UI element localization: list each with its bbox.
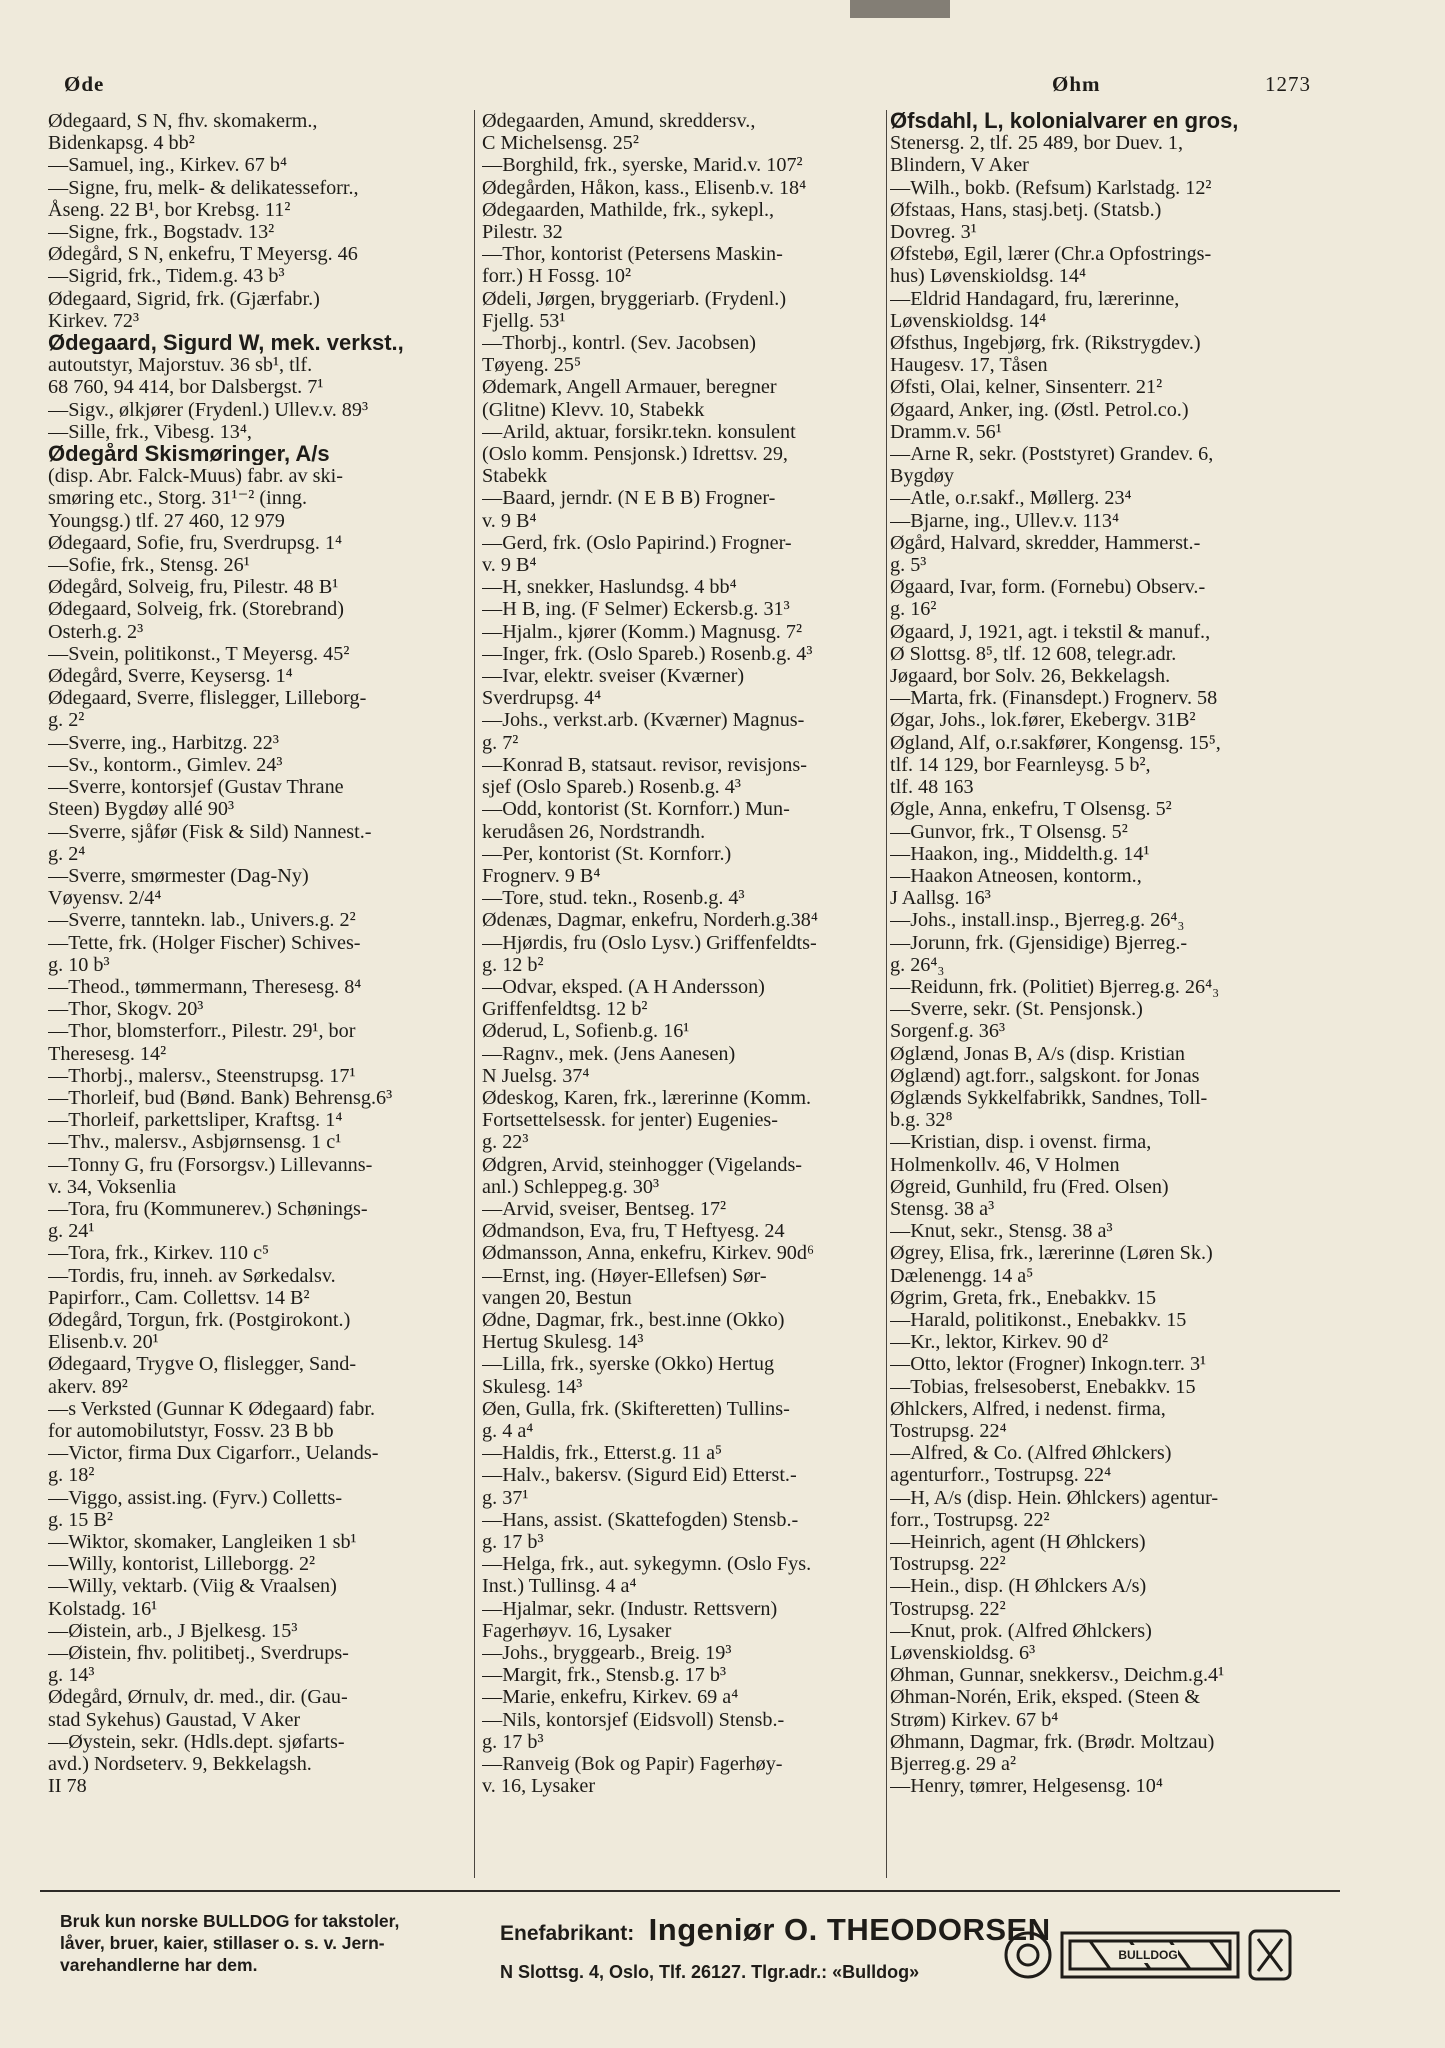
directory-line: hus) Løvenskioldsg. 14⁴ (890, 265, 1087, 288)
directory-line: Dælenengg. 14 a⁵ (890, 1264, 1034, 1287)
directory-line: Kirkev. 72³ (48, 309, 140, 332)
directory-line: Løvenskioldsg. 14⁴ (890, 309, 1047, 332)
directory-line: Løvenskioldsg. 6³ (890, 1642, 1036, 1665)
directory-line: —Tonny G, fru (Forsorgsv.) Lillevanns- (48, 1153, 373, 1176)
directory-line: g. 37¹ (482, 1486, 529, 1509)
directory-line: g. 4 a⁴ (482, 1419, 534, 1442)
directory-line: —Sverre, sjåfør (Fisk & Sild) Nannest.- (48, 820, 372, 843)
directory-line: Ødgren, Arvid, steinhogger (Vigelands- (482, 1153, 803, 1176)
directory-line: —Thorbj., kontrl. (Sev. Jacobsen) (482, 332, 756, 355)
directory-line: Bjerreg.g. 29 a² (890, 1753, 1017, 1776)
directory-line: C Michelsensg. 25² (482, 132, 639, 155)
directory-line: Stensg. 38 a³ (890, 1197, 995, 1220)
directory-line: g. 5³ (890, 554, 927, 577)
directory-line: v. 34, Voksenlia (48, 1175, 177, 1198)
directory-line: —Øistein, fhv. politibetj., Sverdrups- (48, 1642, 349, 1665)
directory-line: —Sverre, tanntekn. lab., Univers.g. 2² (48, 909, 356, 932)
directory-line: Stabekk (482, 465, 548, 488)
directory-line: —Atle, o.r.sakf., Møllerg. 23⁴ (890, 487, 1132, 510)
directory-line: g. 15 B² (48, 1508, 113, 1531)
directory-line: Vøyensv. 2/4⁴ (48, 887, 162, 910)
directory-line: Øgle, Anna, enkefru, T Olsensg. 5² (890, 798, 1172, 821)
directory-line: g. 17 b³ (482, 1730, 544, 1753)
directory-line: —Sverre, sekr. (St. Pensjonsk.) (890, 998, 1143, 1021)
directory-line: tlf. 48 163 (890, 776, 974, 799)
directory-line: g. 24¹ (48, 1220, 95, 1243)
page-number: 1273 (1265, 72, 1311, 96)
directory-line: b.g. 32⁸ (890, 1109, 953, 1132)
directory-line: —Heinrich, agent (H Øhlckers) (890, 1531, 1146, 1553)
directory-line: g. 10 b³ (48, 953, 110, 976)
directory-line: —Arvid, sveiser, Bentseg. 17² (482, 1197, 727, 1220)
directory-line: Ødeskog, Karen, frk., lærerinne (Komm. (482, 1086, 812, 1109)
directory-line: —Øistein, arb., J Bjelkesg. 15³ (48, 1619, 298, 1642)
directory-line: g. 12 b² (482, 953, 544, 976)
directory-line: Tostrupsg. 22⁴ (890, 1419, 1007, 1442)
directory-line: Fortsettelsessk. for jenter) Eugenies- (482, 1109, 779, 1132)
directory-line: smøring etc., Storg. 31¹⁻² (inng. (48, 487, 308, 510)
directory-line: —Sigv., ølkjører (Frydenl.) Ullev.v. 89³ (48, 398, 369, 421)
directory-line: —Thorleif, bud (Bønd. Bank) Behrensg.6³ (48, 1086, 393, 1109)
directory-line: N Juelsg. 37⁴ (482, 1064, 590, 1087)
directory-line: Øfsthus, Ingebjørg, frk. (Rikstrygdev.) (890, 332, 1201, 355)
directory-line: Øglænds Sykkelfabrikk, Sandnes, Toll- (890, 1086, 1208, 1109)
directory-line: —Haldis, frk., Etterst.g. 11 a⁵ (482, 1442, 723, 1465)
directory-line: —Svein, politikonst., T Meyersg. 45² (48, 642, 350, 665)
directory-line: Bygdøy (890, 465, 954, 488)
directory-line: Skulesg. 14³ (482, 1375, 583, 1398)
directory-line: —Reidunn, frk. (Politiet) Bjerreg.g. 26⁴₃ (890, 975, 1220, 998)
directory-line: —Thorleif, parkettsliper, Kraftsg. 1⁴ (48, 1109, 343, 1132)
directory-line: Elisenb.v. 20¹ (48, 1331, 159, 1354)
directory-line: Ødeli, Jørgen, bryggeriarb. (Frydenl.) (482, 287, 787, 310)
directory-line: Osterh.g. 2³ (48, 620, 144, 643)
directory-line: Ødmansson, Anna, enkefru, Kirkev. 90d⁶ (482, 1242, 815, 1265)
directory-line: Fjellg. 53¹ (482, 309, 566, 332)
directory-line: Åseng. 22 B¹, bor Krebsg. 11² (48, 198, 291, 221)
directory-line: (disp. Abr. Falck-Muus) fabr. av ski- (48, 465, 343, 488)
directory-line: Øhmann, Dagmar, frk. (Brødr. Moltzau) (890, 1730, 1215, 1753)
footer-rule (40, 1890, 1340, 1892)
directory-line: Ødegård, S N, enkefru, T Meyersg. 46 (48, 243, 358, 266)
directory-line: Øgar, Johs., lok.fører, Ekebergv. 31B² (890, 709, 1196, 732)
directory-line: tlf. 14 129, bor Fearnleysg. 5 b², (890, 753, 1151, 776)
directory-line: Øgreid, Gunhild, fru (Fred. Olsen) (890, 1175, 1169, 1198)
directory-line: Øgrey, Elisa, frk., lærerinne (Løren Sk.) (890, 1242, 1213, 1265)
directory-line: —Thor, Skogv. 20³ (48, 998, 204, 1021)
directory-line: —Willy, vektarb. (Viig & Vraalsen) (48, 1575, 337, 1598)
directory-line: —Hjalm., kjører (Komm.) Magnusg. 7² (482, 620, 803, 643)
directory-line: Papirforr., Cam. Collettsv. 14 B² (48, 1286, 310, 1309)
directory-line: —Marie, enkefru, Kirkev. 69 a⁴ (482, 1686, 739, 1709)
advert-label: Enefabrikant: (500, 1922, 635, 1945)
directory-line: —Arne R, sekr. (Poststyret) Grandev. 6, (890, 443, 1214, 466)
column-divider (474, 110, 475, 1878)
directory-line: —Arild, aktuar, forsikr.tekn. konsulent (482, 420, 796, 443)
directory-line: —Kristian, disp. i ovenst. firma, (890, 1131, 1152, 1154)
directory-column-1 (48, 110, 468, 1797)
directory-line: —Sille, frk., Vibesg. 13⁴, (48, 420, 252, 443)
directory-line: —Sigrid, frk., Tidem.g. 43 b³ (48, 265, 285, 288)
directory-line: —Johs., verkst.arb. (Kværner) Magnus- (482, 709, 805, 732)
directory-line: Øfsti, Olai, kelner, Sinsenterr. 21² (890, 376, 1163, 399)
directory-line: —Borghild, frk., syerske, Marid.v. 107² (482, 154, 803, 177)
directory-line: Ødegaard, Sverre, flislegger, Lilleborg- (48, 687, 367, 710)
directory-line: —Alfred, & Co. (Alfred Øhlckers) (890, 1442, 1172, 1465)
directory-line: —H, A/s (disp. Hein. Øhlckers) agentur- (890, 1486, 1219, 1509)
directory-line: Øglænd, Jonas B, A/s (disp. Kristian (890, 1042, 1185, 1065)
directory-line: —s Verksted (Gunnar K Ødegaard) fabr. (48, 1397, 376, 1420)
directory-line: g. 7² (482, 731, 519, 754)
bulldog-bracket-logo (1000, 1905, 1300, 2005)
directory-line: —Ragnv., mek. (Jens Aanesen) (482, 1042, 736, 1065)
directory-line: Øfsdahl, L, kolonialvarer en gros, (890, 110, 1239, 133)
directory-line: Dovreg. 3¹ (890, 221, 977, 244)
directory-line: Strøm) Kirkev. 67 b⁴ (890, 1708, 1059, 1731)
directory-line: Tøyeng. 25⁵ (482, 354, 581, 377)
directory-line: Ødmandson, Eva, fru, T Heftyesg. 24 (482, 1220, 785, 1243)
directory-line: autoutstyr, Majorstuv. 36 sb¹, tlf. (48, 354, 313, 377)
directory-line: J Aallsg. 16³ (890, 887, 991, 910)
directory-line: —Hjalmar, sekr. (Industr. Rettsvern) (482, 1597, 778, 1620)
advert-manufacturer (500, 1912, 1051, 1983)
directory-line: —Hein., disp. (H Øhlckers A/s) (890, 1575, 1147, 1598)
directory-line: g. 14³ (48, 1664, 95, 1687)
directory-line: Øgaard, Ivar, form. (Fornebu) Observ.- (890, 576, 1206, 599)
directory-line: Øgrim, Greta, frk., Enebakkv. 15 (890, 1286, 1157, 1309)
directory-line: stad Sykehus) Gaustad, V Aker (48, 1708, 301, 1731)
directory-line: —Bjarne, ing., Ullev.v. 113⁴ (890, 509, 1120, 532)
directory-line: forr., Tostrupsg. 22² (890, 1508, 1050, 1531)
directory-line: for automobilutstyr, Fossv. 23 B bb (48, 1419, 334, 1442)
directory-line: —Tore, stud. tekn., Rosenb.g. 4³ (482, 887, 745, 910)
directory-line: —Tordis, fru, inneh. av Sørkedalsv. (48, 1264, 336, 1287)
directory-line: Kolstadg. 16¹ (48, 1597, 158, 1620)
directory-line: Ø Slottsg. 8⁵, tlf. 12 608, telegr.adr. (890, 642, 1177, 665)
directory-line: (Glitne) Klevv. 10, Stabekk (482, 398, 705, 421)
directory-line: —H, snekker, Haslundsg. 4 bb⁴ (482, 576, 737, 599)
directory-line: —Sv., kontorm., Gimlev. 24³ (48, 753, 283, 776)
advert-address: N Slottsg. 4, Oslo, Tlf. 26127. Tlgr.adr.: «Bulldog» (500, 1962, 920, 1982)
directory-line: —Henry, tømrer, Helgesensg. 10⁴ (890, 1775, 1163, 1798)
directory-line: Frognerv. 9 B⁴ (482, 864, 601, 887)
directory-line: Øglænd) agt.forr., salgskont. for Jonas (890, 1064, 1200, 1087)
directory-line: v. 16, Lysaker (482, 1775, 596, 1798)
directory-line: Øfstaas, Hans, stasj.betj. (Statsb.) (890, 198, 1162, 221)
directory-line: g. 22³ (482, 1131, 529, 1154)
directory-line: —Kr., lektor, Kirkev. 90 d² (890, 1331, 1109, 1354)
directory-line: —Haakon, ing., Middelth.g. 14¹ (890, 842, 1150, 865)
directory-line: Ødegaarden, Amund, skreddersv., (482, 110, 756, 132)
directory-line: Ødegaard, Sigrid, frk. (Gjærfabr.) (48, 287, 320, 310)
directory-line: —Haakon Atneosen, kontorm., (890, 864, 1142, 887)
directory-line: Jøgaard, bor Solv. 26, Bekkelagsh. (890, 665, 1171, 688)
directory-line: —Baard, jerndr. (N E B B) Frogner- (482, 487, 776, 510)
directory-line: Blindern, V Aker (890, 154, 1029, 177)
directory-line: g. 17 b³ (482, 1531, 544, 1553)
advert-line: varehandlerne har dem. (60, 1955, 258, 1975)
directory-line: Hertug Skulesg. 14³ (482, 1331, 644, 1354)
directory-line: Fagerhøyv. 16, Lysaker (482, 1619, 672, 1642)
directory-line: —Samuel, ing., Kirkev. 67 b⁴ (48, 154, 287, 177)
directory-line: (Oslo komm. Pensjonsk.) Idrettsv. 29, (482, 443, 788, 466)
directory-line: —Halv., bakersv. (Sigurd Eid) Etterst.- (482, 1464, 797, 1487)
directory-line: —Jorunn, frk. (Gjensidige) Bjerreg.- (890, 931, 1188, 954)
directory-line: akerv. 89² (48, 1375, 128, 1398)
directory-line: g. 18² (48, 1464, 95, 1487)
directory-line: 68 760, 94 414, bor Dalsbergst. 7¹ (48, 376, 324, 399)
directory-line: Øfstebø, Egil, lærer (Chr.a Opfostrings- (890, 243, 1212, 266)
directory-line: v. 9 B⁴ (482, 509, 537, 532)
directory-line: —Thorbj., malersv., Steenstrupsg. 17¹ (48, 1064, 356, 1087)
directory-line: —Knut, prok. (Alfred Øhlckers) (890, 1619, 1152, 1642)
directory-line: —Konrad B, statsaut. revisor, revisjons- (482, 753, 807, 776)
directory-line: —Thv., malersv., Asbjørnsensg. 1 c¹ (48, 1131, 342, 1154)
directory-line: Ødegård Skismøringer, A/s (48, 443, 330, 466)
directory-line: Ødegaard, S N, fhv. skomakerm., (48, 110, 318, 132)
directory-line: Dramm.v. 56¹ (890, 420, 1002, 443)
directory-line: Øen, Gulla, frk. (Skifteretten) Tullins- (482, 1397, 790, 1420)
directory-line: agenturforr., Tostrupsg. 22⁴ (890, 1464, 1112, 1487)
directory-line: Ødegaard, Sofie, fru, Sverdrupsg. 1⁴ (48, 531, 343, 554)
directory-line: kerudåsen 26, Nordstrandh. (482, 820, 706, 843)
directory-line: —Lilla, frk., syerske (Okko) Hertug (482, 1353, 775, 1376)
directory-line: Sverdrupsg. 4⁴ (482, 687, 602, 710)
directory-line: Øhlckers, Alfred, i nedenst. firma, (890, 1397, 1166, 1420)
directory-line: —Helga, frk., aut. sykegymn. (Oslo Fys. (482, 1553, 812, 1576)
running-head-right: Øhm (1052, 72, 1101, 96)
directory-line: Haugesv. 17, Tåsen (890, 354, 1048, 377)
directory-line: vangen 20, Bestun (482, 1286, 632, 1309)
directory-line: forr.) H Fossg. 10² (482, 265, 632, 288)
directory-line: Øgland, Alf, o.r.sakfører, Kongensg. 15⁵, (890, 731, 1221, 754)
directory-line: —Signe, fru, melk- & delikatesseforr., (48, 176, 359, 199)
directory-line: —Tora, fru (Kommunerev.) Schønings- (48, 1197, 368, 1220)
directory-line: —Øystein, sekr. (Hdls.dept. sjøfarts- (48, 1730, 345, 1753)
directory-line: —Victor, firma Dux Cigarforr., Uelands- (48, 1442, 379, 1465)
directory-line: —Wiktor, skomaker, Langleiken 1 sb¹ (48, 1531, 357, 1553)
directory-line: Pilestr. 32 (482, 221, 563, 244)
directory-line: —Harald, politikonst., Enebakkv. 15 (890, 1308, 1187, 1331)
directory-line: Ødegård, Solveig, fru, Pilestr. 48 B¹ (48, 576, 339, 599)
directory-line: Tostrupsg. 22² (890, 1553, 1006, 1576)
directory-line: —Wilh., bokb. (Refsum) Karlstadg. 12² (890, 176, 1212, 199)
directory-line: Steen) Bygdøy allé 90³ (48, 798, 235, 821)
directory-line: —H B, ing. (F Selmer) Eckersb.g. 31³ (482, 598, 790, 621)
directory-line: —Marta, frk. (Finansdept.) Frognerv. 58 (890, 687, 1218, 710)
directory-line: —Thor, blomsterforr., Pilestr. 29¹, bor (48, 1020, 356, 1043)
advert-brand: Ingeniør O. THEODORSEN (648, 1912, 1051, 1947)
scan-mark (850, 0, 950, 18)
directory-line: Øhman-Norén, Erik, eksped. (Steen & (890, 1686, 1201, 1709)
directory-line: —Otto, lektor (Frogner) Inkogn.terr. 3¹ (890, 1353, 1207, 1376)
directory-line: —Odd, kontorist (St. Kornforr.) Mun- (482, 798, 790, 821)
directory-line: g. 16² (890, 598, 937, 621)
directory-line: —Ivar, elektr. sveiser (Kværner) (482, 665, 745, 688)
directory-line: —Sofie, frk., Stensg. 26¹ (48, 554, 250, 577)
directory-line: —Hjørdis, fru (Oslo Lysv.) Griffenfeldts- (482, 931, 817, 954)
directory-line: g. 26⁴₃ (890, 953, 945, 976)
directory-line: Ødegaard, Sigurd W, mek. verkst., (48, 332, 404, 355)
directory-line: —Odvar, eksped. (A H Andersson) (482, 975, 765, 998)
directory-line: Ødegaard, Solveig, frk. (Storebrand) (48, 598, 344, 621)
directory-line: Ødegård, Ørnulv, dr. med., dir. (Gau- (48, 1686, 348, 1709)
directory-line: —Johs., install.insp., Bjerreg.g. 26⁴₃ (890, 909, 1185, 932)
directory-line: —Theod., tømmermann, Theresesg. 8⁴ (48, 975, 362, 998)
directory-line: Ødegaarden, Mathilde, frk., sykepl., (482, 198, 775, 221)
directory-line: —Eldrid Handagard, fru, lærerinne, (890, 287, 1180, 310)
directory-line: Øgaard, Anker, ing. (Østl. Petrol.co.) (890, 398, 1189, 421)
running-head-left: Øde (64, 72, 105, 96)
directory-line: Holmenkollv. 46, V Holmen (890, 1153, 1120, 1176)
directory-line: —Knut, sekr., Stensg. 38 a³ (890, 1220, 1113, 1243)
directory-line: Ødegård, Torgun, frk. (Postgirokont.) (48, 1308, 351, 1331)
directory-line: —Tora, frk., Kirkev. 110 c⁵ (48, 1242, 270, 1265)
directory-line: Ødegaard, Trygve O, flislegger, Sand- (48, 1353, 357, 1376)
advert-text (60, 1910, 480, 1976)
directory-line: —Ranveig (Bok og Papir) Fagerhøy- (482, 1753, 783, 1776)
directory-line: Ødemark, Angell Armauer, beregner (482, 376, 777, 399)
directory-line: Ødne, Dagmar, frk., best.inne (Okko) (482, 1308, 785, 1331)
directory-line: Øgård, Halvard, skredder, Hammerst.- (890, 531, 1201, 554)
advert-line: Bruk kun norske BULLDOG for takstoler, (60, 1911, 400, 1931)
directory-line: Stenersg. 2, tlf. 25 489, bor Duev. 1, (890, 132, 1184, 155)
directory-line: —Gerd, frk. (Oslo Papirind.) Frogner- (482, 531, 792, 554)
directory-column-3 (890, 110, 1320, 1797)
directory-line: Øgaard, J, 1921, agt. i tekstil & manuf., (890, 620, 1211, 643)
directory-line: g. 2² (48, 709, 85, 732)
directory-line: Tostrupsg. 22² (890, 1597, 1006, 1620)
directory-line: avd.) Nordseterv. 9, Bekkelagsh. (48, 1753, 312, 1776)
directory-line: Ødenæs, Dagmar, enkefru, Norderh.g.38⁴ (482, 909, 818, 932)
directory-line: sjef (Oslo Spareb.) Rosenb.g. 4³ (482, 776, 741, 799)
directory-line: —Per, kontorist (St. Kornforr.) (482, 842, 732, 865)
directory-line: Øderud, L, Sofienb.g. 16¹ (482, 1020, 690, 1043)
directory-line: Ødegården, Håkon, kass., Elisenb.v. 18⁴ (482, 176, 807, 199)
directory-line: Theresesg. 14² (48, 1042, 167, 1065)
directory-line: Ødegård, Sverre, Keysersg. 1⁴ (48, 665, 293, 688)
directory-line: —Johs., bryggearb., Breig. 19³ (482, 1642, 732, 1665)
directory-line: —Signe, frk., Bogstadv. 13² (48, 221, 275, 244)
directory-line: —Gunvor, frk., T Olsensg. 5² (890, 820, 1128, 843)
directory-line: Sorgenf.g. 36³ (890, 1020, 1006, 1043)
directory-line: —Thor, kontorist (Petersens Maskin- (482, 243, 783, 266)
directory-line: Griffenfeldtsg. 12 b² (482, 998, 648, 1021)
advert-line: låver, bruer, kaier, stillaser o. s. v. Jern- (60, 1933, 385, 1953)
directory-line: —Margit, frk., Stensb.g. 17 b³ (482, 1664, 726, 1687)
directory-line: II 78 (48, 1775, 87, 1798)
directory-line: g. 2⁴ (48, 842, 86, 865)
directory-line: anl.) Schleppeg.g. 30³ (482, 1175, 660, 1198)
directory-column-2 (482, 110, 892, 1797)
directory-line: —Willy, kontorist, Lilleborgg. 2² (48, 1553, 316, 1576)
directory-line: —Viggo, assist.ing. (Fyrv.) Colletts- (48, 1486, 343, 1509)
directory-line: —Sverre, smørmester (Dag-Ny) (48, 864, 309, 887)
directory-line: —Sverre, ing., Harbitzg. 22³ (48, 731, 279, 754)
directory-line: —Inger, frk. (Oslo Spareb.) Rosenb.g. 4³ (482, 642, 813, 665)
directory-line: Øhman, Gunnar, snekkersv., Deichm.g.4¹ (890, 1664, 1225, 1687)
directory-line: Bidenkapsg. 4 bb² (48, 132, 195, 155)
directory-line: —Tobias, frelsesoberst, Enebakkv. 15 (890, 1375, 1196, 1398)
directory-line: Inst.) Tullinsg. 4 a⁴ (482, 1575, 637, 1598)
directory-line: —Hans, assist. (Skattefogden) Stensb.- (482, 1508, 799, 1531)
logo-text: BULLDOG (1118, 1948, 1178, 1962)
directory-line: v. 9 B⁴ (482, 554, 537, 577)
directory-line: Youngsg.) tlf. 27 460, 12 979 (48, 509, 285, 532)
directory-line: —Sverre, kontorsjef (Gustav Thrane (48, 776, 344, 799)
directory-line: —Nils, kontorsjef (Eidsvoll) Stensb.- (482, 1708, 785, 1731)
directory-line: —Tette, frk. (Holger Fischer) Schives- (48, 931, 361, 954)
directory-line: —Ernst, ing. (Høyer-Ellefsen) Sør- (482, 1264, 767, 1287)
